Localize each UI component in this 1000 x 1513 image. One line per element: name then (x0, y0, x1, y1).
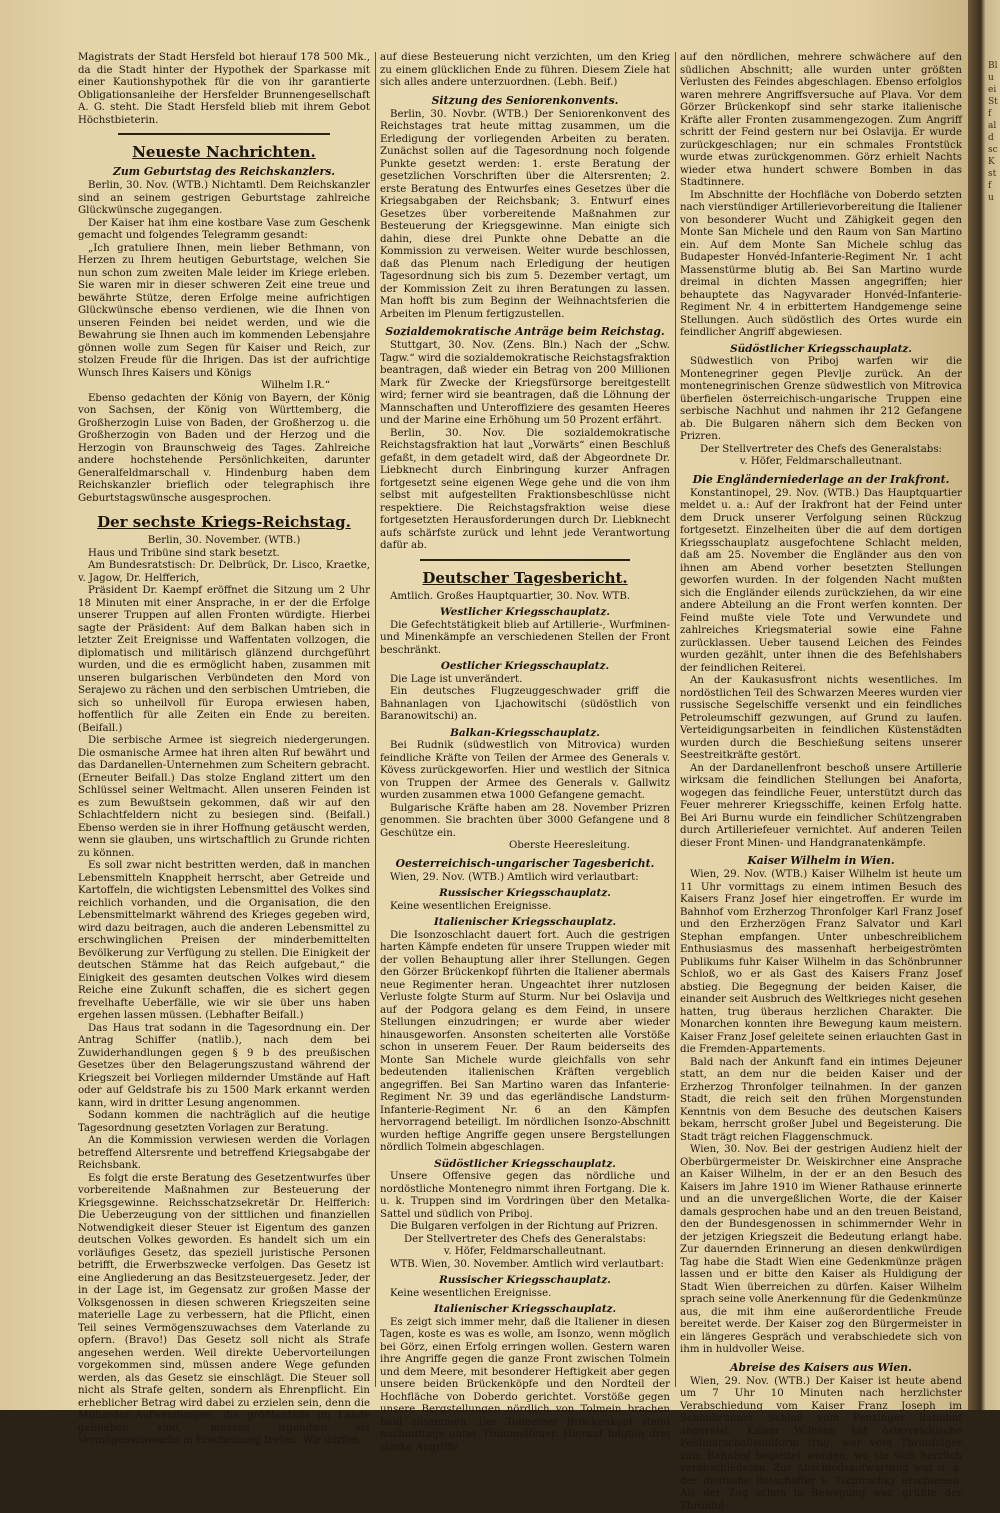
signature: v. Höfer, Feldmarschalleutnant. (380, 1246, 670, 1259)
paragraph: Am Bundesratstisch: Dr. Delbrück, Dr. Lisco, Kraetke, v. Jagow, Dr. Helfferich, (78, 560, 370, 585)
signature: Oberste Heeresleitung. (380, 840, 670, 853)
paragraph: Unsere Offensive gegen das nördliche und nordöstliche Montenegro nimmt ihren Fortgang. Die k. u. k. Truppen sind im Vordringen über den Metalka-Sattel und südlich von Priboj. (380, 1171, 670, 1221)
paragraph: Wien, 29. Nov. (WTB.) Kaiser Wilhelm ist heute um 11 Uhr vormittags zu einem intimen Besuch des Kaisers Franz Josef hier eingetroffen. Er wurde im Bahnhof vom Erzherzog Thronfolger Karl Franz Josef und den Erzherzögen Franz Salvator und Karl Stephan empfangen. Unter unbeschreiblichem Enthusiasmus des massenhaft herbeigeströmten Publikums fuhr Kaiser Wilhelm in das Schönbrunner Schloß, wo er als Gast des Kaisers Franz Josef abstieg. Die Begegnung der beiden Kaiser, die einander seit Ausbruch des Weltkrieges nicht gesehen hatten, trug überaus herzlichen Charakter. Die Monarchen konnten ihre Bewegung kaum meistern. Kaiser Franz Josef geleitete seinen erlauchten Gast in die Fremden-Appartements. (680, 869, 962, 1057)
paragraph: Im Abschnitte der Hochfläche von Doberdo setzten nach vierstündiger Artillerievorbereitung die Italiener von besonderer Wucht und Zähigkeit gegen den Monte San Michele und den Raum von San Martino ein. Auf dem Monte San Michele schlug das Budapester Honvéd-Infanterie-Regiment Nr. 1 acht Massenstürme blutig ab. Bei San Martino wurde dreimal in dichten Massen angegriffen; hier behauptete das Nagyvarader Honvéd-Infanterie-Regiment Nr. 4 in erbittertem Handgemenge seine Stellungen. Auch südöstlich des Ortes wurde ein feindlicher Angriff abgewiesen. (680, 190, 962, 340)
subheading: Südöstlicher Kriegsschauplatz. (680, 343, 962, 356)
section-title: Neueste Nachrichten. (78, 143, 370, 161)
subheading: Westlicher Kriegsschauplatz. (380, 606, 670, 619)
article-headline: Sozialdemokratische Anträge beim Reichstag. (380, 325, 670, 338)
subheading: Südöstlicher Kriegsschauplatz. (380, 1158, 670, 1171)
column-right (680, 52, 962, 1392)
signature: Der Stellvertreter des Chefs des Generalstabs: (680, 444, 962, 457)
subheading: Oestlicher Kriegsschauplatz. (380, 660, 670, 673)
paragraph: Ebenso gedachten der König von Bayern, der König von Sachsen, der König von Württemberg, die Großherzogin Luise von Baden, der Großherzog u. die Großherzogin von Baden und der Herzog und die Herzogin von Braunschweig des Tages. Zahlreiche andere hochstehende Persönlichkeiten, darunter Generalfeldmarschall v. Hindenburg haben dem Reichskanzler brieflich oder telegraphisch ihre Geburtstagswünsche ausgesprochen. (78, 393, 370, 506)
paragraph: Bald nach der Ankunft fand ein intimes Dejeuner statt, an dem nur die beiden Kaiser und der Erzherzog Thronfolger teilnahmen. In der ganzen Stadt, die reich seit den frühen Morgenstunden Kenntnis von dem Besuche des deutschen Kaisers bekam, herrscht großer Jubel und Begeisterung. Die Stadt trägt reichen Flaggenschmuck. (680, 1057, 962, 1145)
paragraph: Die Lage ist unverändert. (380, 674, 670, 687)
paragraph: Berlin, 30. Nov. (WTB.) Nichtamtl. Dem Reichskanzler sind an seinem gestrigen Geburtstage zahlreiche Glückwünsche zugegangen. (78, 180, 370, 218)
paragraph: Ein deutsches Flugzeuggeschwader griff die Bahnanlagen von Ljachowitschi (südöstlich von Baranowitschi) an. (380, 686, 670, 724)
paragraph: Südwestlich von Priboj warfen wir die Montenegriner gegen Plevlje zurück. An der montenegrinischen Grenze südwestlich von Mitrovica überfielen österreichisch-ungarische Truppen eine serbische Nachhut und nahmen ihr 212 Gefangene ab. Die Bulgaren nähern sich dem Becken von Prizren. (680, 356, 962, 444)
paragraph: Berlin, 30. Nov. Die sozialdemokratische Reichstagsfraktion hat laut „Vorwärts“ einen Beschluß gefaßt, in dem getadelt wird, daß der Abgeordnete Dr. Liebknecht durch Einbringung kurzer Anfragen fortgesetzt seine eigenen Wege gehe und die von ihm selbst mit aufgestellten Fraktionsbeschlüsse nicht respektiere. Die Reichstagsfraktion weise diese fortgesetzten Herausforderungen durch Dr. Liebknecht aufs schärfste zurück und lehnt jede Verantwortung dafür ab. (380, 428, 670, 553)
paragraph: Wien, 30. Nov. Bei der gestrigen Audienz hielt der Oberbürgermeister Dr. Weiskirchner eine Ansprache an Kaiser Wilhelm, in der er an den Besuch des Kaisers im Jahre 1910 im Wiener Rathause erinnerte und an die unvergeßlichen Worte, die der Kaiser damals gesprochen habe und an den treuen Beistand, den der Bundesgenossen in schimmernder Wehr in der jetzigen Kriegszeit die Bedeutung erlangt habe. Zur dauernden Erinnerung an diesen denkwürdigen Tag habe die Stadt Wien eine Gedenkmünze prägen lassen und er bitte den Kaiser als Huldigung der Stadt Wien überreichen zu dürfen. Kaiser Wilhelm sprach seine volle Anerkennung für die Gedenkmünze aus, die mit ihm eine außerordentliche Freude bereitet werde. Der Kaiser zog den Bürgermeister in ein längeres Gespräch und verabschiedete sich von ihm in huldvoller Weise. (680, 1144, 962, 1357)
paragraph: Das Haus trat sodann in die Tagesordnung ein. Der Antrag Schiffer (natlib.), nach dem bei Zuwiderhandlungen gegen § 9 b des preußischen Gesetzes über den Belagerungszustand während der Kriegszeit bei Vorliegen mildernder Umstände auf Haft oder auf Geldstrafe bis zu 1500 Mark erkannt werden kann, wird in dritter Lesung angenommen. (78, 1023, 370, 1111)
paragraph: Die serbische Armee ist siegreich niedergerungen. Die osmanische Armee hat ihren alten Ruf bewährt und das Dardanellen-Unternehmen zum Scheitern gebracht. (Erneuter Beifall.) Das stolze England zittert um den Schlüssel seiner Weltmacht. Allen unseren Feinden ist es zum Bewußtsein gekommen, daß wir auf den Schlachtfeldern nicht zu besiegen sind. (Beifall.) Ebenso werden sie in ihrer Hoffnung getäuscht werden, wenn sie glauben, uns wirtschaftlich zu Grunde richten zu können. (78, 735, 370, 860)
paragraph: Konstantinopel, 29. Nov. (WTB.) Das Hauptquartier meldet u. a.: Auf der Irakfront hat der Feind unter dem Druck unserer Verfolgung seinen Rückzug fortgesetzt. Einzelheiten über die auf dem dortigen Kriegsschauplatz ausgefochtene Schlacht melden, daß am 25. November die Engländer aus den von ihnen am Abend vorher besetzten Stellungen geworfen wurden. In der folgenden Nacht mußten sich die Engländer eilends zurückziehen, da wir eine andere Abteilung an die Front werfen konnten. Der Feind mußte viele Tote und Verwundete und zahlreiches Kriegsmaterial sowie eine Fahne zurücklassen. Ueber tausend Leichen des Feindes wurden gezählt, unter ihnen die des Befehlshabers der feindlichen Reiterei. (680, 488, 962, 676)
subheading: Russischer Kriegsschauplatz. (380, 1274, 670, 1287)
paragraph: Die Isonzoschlacht dauert fort. Auch die gestrigen harten Kämpfe endeten für unsere Truppen wieder mit der vollen Behauptung aller ihrer Stellungen. Gegen den Görzer Brückenkopf führten die Italiener abermals neue Regimenter heran. Ungeachtet ihrer nutzlosen Verluste folgte Sturm auf Sturm. Nur bei Oslavija und auf der Podgora gelang es dem Feind, in unsere Stellungen einzudringen; er wurde aber wieder hinausgeworfen. Ansonsten scheiterten alle Vorstöße schon in unserem Feuer. Der Raum beiderseits des Monte San Michele wurde gleichfalls von sehr bedeutenden italienischen Kräften vergeblich angegriffen. Bei San Martino waren das Infanterie-Regiment Nr. 39 und das egerländische Landsturm-Infanterie-Regiment Nr. 6 an den Kämpfen hervorragend beteiligt. Im nördlichen Isonzo-Abschnitt wurden heftige Angriffe gegen unsere Bergstellungen nördlich Tolmein abgeschlagen. (380, 930, 670, 1155)
section-divider (118, 133, 330, 135)
paragraph: Keine wesentlichen Ereignisse. (380, 901, 670, 914)
paragraph: Amtlich. Großes Hauptquartier, 30. Nov. WTB. (380, 591, 670, 604)
article-headline: Oesterreichisch-ungarischer Tagesbericht. (380, 857, 670, 870)
paragraph: WTB. Wien, 30. November. Amtlich wird verlautbart: (380, 1259, 670, 1272)
subheading: Italienischer Kriegsschauplatz. (380, 916, 670, 929)
paragraph: Es folgt die erste Beratung des Gesetzentwurfes über vorbereitende Maßnahmen zur Besteuerung der Kriegsgewinne. Reichsschatzsekretär Dr. Helfferich: Die Ueberzeugung von der sittlichen und finanziellen Notwendigkeit dieser Steuer ist Eigentum des ganzen deutschen Volkes geworden. Es handelt sich um ein vorläufiges Gesetz, das speziell juristische Personen betrifft, die Erwerbszwecke verfolgen. Das Gesetz ist eine Angliederung an das Besitzsteuergesetz. Jeder, der in der Lage ist, im Gegensatz zur großen Masse der Volksgenossen in diesen schweren Kriegszeiten seine materielle Lage zu verbessern, hat die Pflicht, einen Teil seines Vermögenszuwachses dem Vaterlande zu opfern. (Bravo!) Das Gesetz soll nicht als Strafe angesehen werden. Weil direkte Uebervorteilungen vorgekommen sind, müssen andere Wege gefunden werden, als das Gesetz sie einschlägt. Die Steuer soll nicht als Strafe gelten, sondern als Ehrenpflicht. Ein erheblicher Betrag wird dabei zu erzielen sein, denn die Milliarden-Aufwendungen, die größtenteils im Lande geblieben sind, müssen irgendwo als Vermögenszuwachs in Erscheinung treten. Wir dürfen (78, 1173, 370, 1448)
column-rule (675, 52, 676, 1387)
article-headline: Deutscher Tagesbericht. (380, 569, 670, 587)
signature: Der Stellvertreter des Chefs des Generalstabs: (380, 1234, 670, 1247)
paragraph: Berlin, 30. Novbr. (WTB.) Der Seniorenkonvent des Reichstages trat heute mittag zusammen, um die Erledigung der vorliegenden Arbeiten zu beraten. Zunächst sollen auf die Tagesordnung noch folgende Punkte gesetzt werden: 1. erste Beratung der gesetzlichen Vorschriften über die Altersrenten; 2. erste Beratung des Entwurfes eines Gesetzes über die Kriegsabgaben der Reichsbank; 3. Entwurf eines Gesetzes über vorbereitende Maßnahmen zur Besteuerung der Kriegsgewinne. Man einigte sich dahin, diese drei Punkte ohne Debatte an die Kommission zu verweisen. Weiter wurde beschlossen, daß das Plenum nach Erledigung der heutigen Tagesordnung sich bis zum 5. Dezember vertagt, um der Kommission Zeit zu ihren Beratungen zu lassen. Man hofft bis zum Beginn der Weihnachtsferien die Arbeiten im Plenum fertigzustellen. (380, 109, 670, 322)
article-headline: Die Engländerniederlage an der Irakfront. (680, 473, 962, 486)
paragraph: Sodann kommen die nachträglich auf die heutige Tagesordnung gesetzten Vorlagen zur Beratung. (78, 1110, 370, 1135)
section-divider (420, 559, 630, 561)
telegram-text: „Ich gratuliere Ihnen, mein lieber Bethmann, von Herzen zu Ihrem heutigen Geburtstage, welchen Sie nun schon zum zweiten Male leider im Kriege erleben. Sie waren mir in dieser schweren Zeit eine treue und bewährte Stütze, deren Erfolge meine aufrichtigen Glückwünsche ebenso verdienen, wie die Ihnen von unseren Feinden bei neidet werden, und wie die Bewahrung sie Ihnen auch im kommenden Lebensjahre gönnen wolle zum Segen für Kaiser und Reich, zur stolzen Freude für die Ihrigen. Das ist der aufrichtige Wunsch Ihres Kaisers und Königs (78, 243, 370, 381)
paragraph: Es zeigt sich immer mehr, daß die Italiener in diesen Tagen, koste es was es wolle, am Isonzo, wenn möglich bei Görz, einen Erfolg erringen wollen. Gestern waren ihre Angriffe gegen die ganze Front zwischen Tolmein und dem Meere, mit besonderer Heftigkeit aber gegen unsere beiden Brückenköpfe und den Nordteil der Hochfläche von Doberdo gerichtet. Vorstöße gegen unsere Bergstellungen nördlich von Tolmein brachen bald zusammen. Der Tolmeiner Brückenkopf stand nachmittags unter Trommelfeuer. Hierauf folgten drei starke Angriffe (380, 1317, 670, 1455)
paragraph: Haus und Tribüne sind stark besetzt. (78, 548, 370, 561)
next-page-edge (968, 0, 1000, 1410)
article-headline: Zum Geburtstag des Reichskanzlers. (78, 165, 370, 178)
paragraph: Die Gefechtstätigkeit blieb auf Artillerie-, Wurfminen- und Minenkämpfe an verschiedenen Stellen der Front beschränkt. (380, 620, 670, 658)
next-page-text-fragments: Bl u ei St f al d sc K st f u (988, 60, 998, 204)
article-headline: Abreise des Kaisers aus Wien. (680, 1361, 962, 1374)
paragraph: Präsident Dr. Kaempf eröffnet die Sitzung um 2 Uhr 18 Minuten mit einer Ansprache, in er der die Erfolge unserer Truppen auf allen Fronten würdigte. Hierbei sagte der Präsident: Auf dem Balkan haben sich in letzter Zeit Ereignisse und Waffentaten vollzogen, die diplomatisch und militärisch glänzend durchgeführt wurden, und die es ermöglicht haben, zusammen mit unseren bulgarischen Verbündeten den Mord von Serajewo zu rächen und den serbischen Umtrieben, die sich so unheilvoll für Europa erwiesen haben, hoffentlich für alle Zeiten ein Ende zu bereiten. (Beifall.) (78, 585, 370, 735)
article-headline: Kaiser Wilhelm in Wien. (680, 854, 962, 867)
subheading: Balkan-Kriegsschauplatz. (380, 727, 670, 740)
paragraph: Bulgarische Kräfte haben am 28. November Prizren genommen. Sie brachten über 3000 Gefangene und 8 Geschütze ein. (380, 803, 670, 841)
signature: v. Höfer, Feldmarschalleutnant. (680, 456, 962, 469)
article-headline: Sitzung des Seniorenkonvents. (380, 94, 670, 107)
signature: Wilhelm I.R.“ (78, 380, 370, 393)
paragraph: Wien, 29. Nov. (WTB.) Amtlich wird verlautbart: (380, 872, 670, 885)
paragraph: Stuttgart, 30. Nov. (Zens. Bln.) Nach der „Schw. Tagw.“ wird die sozialdemokratische Reichstagsfraktion beantragen, daß wieder ein Betrag von 200 Millionen Mark für Zwecke der Kriegsfürsorge bereitgestellt wird; ferner wird sie beantragen, daß die Löhnung der Mannschaften und Unteroffiziere des gesamten Heeres und der Marine eine Erhöhung um 50 Prozent erfährt. (380, 340, 670, 428)
article-continuation: auf diese Besteuerung nicht verzichten, um den Krieg zu einem glücklichen Ende zu führen. Diesem Ziele hat sich alles andere unterzuordnen. (Lebh. Beif.) (380, 52, 670, 90)
article-continuation: Magistrats der Stadt Hersfeld bot hierauf 178 500 Mk., da die Stadt hinter der Hypothek der Sparkasse mit einer Kautionshypothek für die von ihr garantierte Obligationsanleihe der Hersfelder Brunnengesellschaft A. G. steht. Die Stadt Hersfeld blieb mit ihrem Gebot Höchstbieterin. (78, 52, 370, 127)
column-middle (380, 52, 670, 1392)
paragraph: Wien, 29. Nov. (WTB.) Der Kaiser ist heute abend um 7 Uhr 10 Minuten nach herzlichster Verabschiedung vom Kaiser Franz Joseph im Schönbrunner Schloß vom Penzinger Bahnhof abgereist. Kaiser Wilhelm hat österreichische Feldmarschallsuniform trug, war vom Thronfolger zum Bahnhof begleitet worden, wo sie sich herzlich verabschiedeten. Zur Abschiedsaufwartung war u. a. der deutsche Botschafter v. Tschirschky erschienen. Als der Zug schon in Bewegung war, grüßte der Thronfol- (680, 1376, 962, 1513)
article-headline: Der sechste Kriegs-Reichstag. (78, 513, 370, 531)
article-continuation: auf den nördlichen, mehrere schwächere auf den südlichen Abschnitt; alle wurden unter größten Verlusten des Feindes abgeschlagen. Ebenso erfolglos waren mehrere Angriffsversuche auf Plava. Vor dem Görzer Brückenkopf sind sehr starke italienische Kräfte aller Fronten zusammengezogen. Zum Angriff schritt der Feind gestern nur bei Oslavija. Er wurde zurückgeschlagen; nur ein schmales Frontstück wurde etwas zurückgenommen. Görz erhielt Nachts wieder etwa hundert schwere Bomben in das Stadtinnere. (680, 52, 962, 190)
paragraph: Die Bulgaren verfolgen in der Richtung auf Prizren. (380, 1221, 670, 1234)
paragraph: Der Kaiser hat ihm eine kostbare Vase zum Geschenk gemacht und folgendes Telegramm gesandt: (78, 218, 370, 243)
paragraph: Keine wesentlichen Ereignisse. (380, 1288, 670, 1301)
subheading: Russischer Kriegsschauplatz. (380, 887, 670, 900)
subheading: Italienischer Kriegsschauplatz. (380, 1303, 670, 1316)
paragraph: An der Dardanellenfront beschoß unsere Artillerie wirksam die feindlichen Stellungen bei Anaforta, wogegen das feindliche Feuer, unterstützt durch das Feuer mehrerer Kriegsschiffe, keinen Erfolg hatte. Bei Ari Burnu wurde ein feindlicher Schützengraben durch Artilleriefeuer vernichtet. Auf anderen Teilen dieser Front Minen- und Handgranatenkämpfe. (680, 763, 962, 851)
dateline: Berlin, 30. November. (WTB.) (78, 535, 370, 548)
paragraph: An der Kaukasusfront nichts wesentliches. Im nordöstlichen Teil des Schwarzen Meeres wurden vier russische Segelschiffe versenkt und ein feindliches Petroleumschiff gezwungen, auf Grund zu laufen. Verteidigungsarbeiten in feindlichen Küstenstädten wurden durch die Beschießung seitens unserer Seestreitkräfte gestört. (680, 675, 962, 763)
paragraph: Bei Rudnik (südwestlich von Mitrovica) wurden feindliche Kräfte von Teilen der Armee des Generals v. Kövess zurückgeworfen. Hier und westlich der Sitnica von Truppen der Armee des Generals v. Gallwitz wurden zusammen etwa 1000 Gefangene gemacht. (380, 740, 670, 803)
paragraph: An die Kommission verwiesen werden die Vorlagen betreffend Altersrente und betreffend Kriegsabgabe der Reichsbank. (78, 1135, 370, 1173)
column-left (78, 52, 370, 1392)
paragraph: Es soll zwar nicht bestritten werden, daß in manchen Lebensmitteln Knappheit herrscht, aber Getreide und Kartoffeln, die wichtigsten Lebensmittel des Volkes sind reichlich vorhanden, und die Organisation, die den Lebensmittelmarkt während des Krieges gegeben wird, wird dazu beitragen, auch die anderen Lebensmittel zu erschwinglichen Preisen der minderbemittelten Bevölkerung zur Verfügung zu stellen. Die Einigkeit der deutschen Stämme hat das Reich aufgebaut,“ die Einigkeit des gesamten deutschen Volkes wird diesem Reiche eine Zukunft schaffen, die es sichert gegen frevelhafte Ueberfälle, wie wir sie über uns haben ergehen lassen müssen. (Lebhafter Beifall.) (78, 860, 370, 1023)
column-rule (375, 52, 376, 1387)
